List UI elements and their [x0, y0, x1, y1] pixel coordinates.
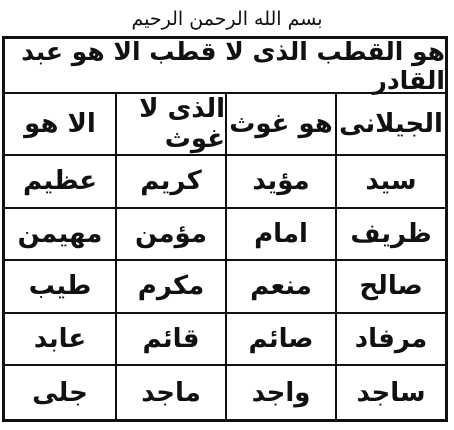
grid-cell: صائم — [225, 314, 335, 367]
grid-cell: مکرم — [115, 261, 225, 314]
grid-cell: مؤید — [225, 156, 335, 209]
grid-cell: واجد — [225, 366, 335, 419]
grid-cell: امام — [225, 209, 335, 262]
grid-cell: الا هو — [5, 94, 115, 156]
names-grid — [5, 94, 445, 419]
grid-cell: الجیلانی — [335, 94, 445, 156]
grid-cell: صالح — [335, 261, 445, 314]
grid-cell: سید — [335, 156, 445, 209]
grid-cell: ساجد — [335, 366, 445, 419]
grid-cell: هو غوث — [225, 94, 335, 156]
grid-cell: مرفاد — [335, 314, 445, 367]
bismillah-text: بسم الله الرحمن الرحيم — [131, 8, 323, 30]
grid-cell: قائم — [115, 314, 225, 367]
table-frame — [2, 36, 448, 422]
grid-cell: ماجد — [115, 366, 225, 419]
grid-cell: منعم — [225, 261, 335, 314]
grid-cell: عابد — [5, 314, 115, 367]
grid-cell: الذی لا غوث — [115, 94, 225, 156]
table-heading: هو القطب الذی لا قطب الا هو عبد القادر — [5, 39, 445, 94]
grid-cell: مؤمن — [115, 209, 225, 262]
grid-cell: عظیم — [5, 156, 115, 209]
grid-cell: ظریف — [335, 209, 445, 262]
grid-cell: مهیمن — [5, 209, 115, 262]
grid-cell: جلی — [32, 377, 88, 408]
grid-cell: کریم — [115, 156, 225, 209]
grid-cell: طیب — [5, 261, 115, 314]
